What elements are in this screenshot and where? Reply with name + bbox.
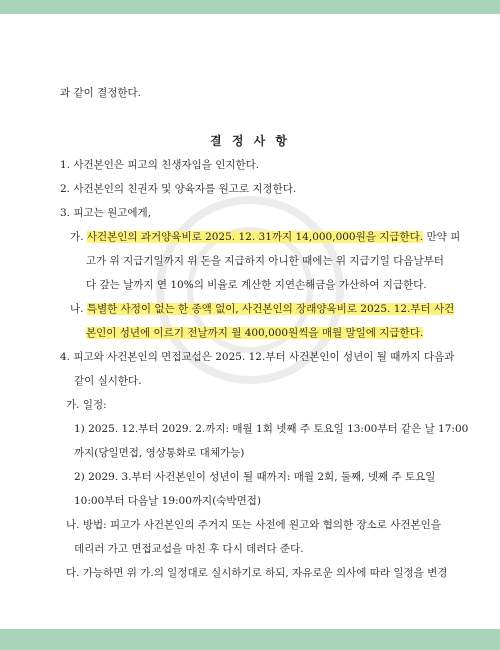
item-1: 1. 사건본인은 피고의 친생자임을 인지한다. [60, 159, 260, 171]
page-title: 결 정 사 항 [210, 134, 290, 148]
schedule-2-line1: 2) 2029. 3.부터 사건본인이 성년이 될 때까지: 매월 2회, 둘째, 넷째 주 토요일 [74, 471, 436, 483]
item-3-ga-marker: 가. [70, 231, 84, 243]
top-band [0, 0, 500, 14]
method-line1: 나. 방법: 피고가 사건본인의 주거지 또는 사전에 원고와 협의한 장소로 사건본인을 [66, 519, 441, 531]
item-4-line2: 같이 실시한다. [74, 375, 142, 387]
item-3-na [70, 302, 454, 316]
item-3-ga [70, 230, 460, 244]
schedule-heading: 가. 일정: [66, 399, 107, 411]
item-3-na-highlight-1: 특별한 사정이 없는 한 종액 없이, 사건본인의 장래양육비로 2025. 12.부터 사건 [86, 303, 455, 315]
schedule-2-line2: 10:00부터 다음날 19:00까지(숙박면접) [74, 495, 261, 507]
item-3-ga-rest: 만약 피 [426, 231, 461, 243]
schedule-1-line1: 1) 2025. 12.부터 2029. 2.까지: 매월 1회 넷째 주 토요일 13:00부터 같은 날 17:00 [74, 423, 469, 435]
schedule-1-line2: 까지(당일면접, 영상통화로 대체가능) [74, 447, 245, 459]
item-3-na-marker: 나. [70, 303, 84, 315]
item-3-na-highlight-2: 본인이 성년에 이르기 전날까지 월 400,000원씩을 매월 말일에 지급한다. [86, 327, 424, 339]
method-line2: 데리러 가고 면접교섭을 마친 후 다시 데려다 준다. [74, 543, 304, 555]
item-3-ga-highlight: 사건본인의 과거양육비로 2025. 12. 31까지 14,000,000원을 지급한다. [86, 231, 424, 243]
item-4-line1: 4. 피고와 사건본인의 면접교섭은 2025. 12.부터 사건본인이 성년이 될 때까지 다음과 [60, 351, 455, 363]
item-3: 3. 피고는 원고에게, [60, 207, 152, 219]
item-3-ga-line2: 고가 위 지급기일까지 위 돈을 지급하지 아니한 때에는 위 지급기일 다음날부터 [86, 255, 444, 267]
bottom-band [0, 629, 500, 650]
item-3-na-line2 [86, 326, 423, 340]
intro-text: 과 같이 결정한다. [60, 87, 142, 99]
item-2: 2. 사건본인의 친권자 및 양육자를 원고로 지정한다. [60, 183, 297, 195]
last-line: 다. 가능하면 위 가.의 일정대로 실시하기로 하되, 자유로운 의사에 따라 일정을 변경 [66, 567, 448, 579]
item-3-ga-line3: 다 갚는 날까지 연 10%의 비율로 계산한 지연손해금을 가산하여 지급한다. [86, 279, 427, 291]
